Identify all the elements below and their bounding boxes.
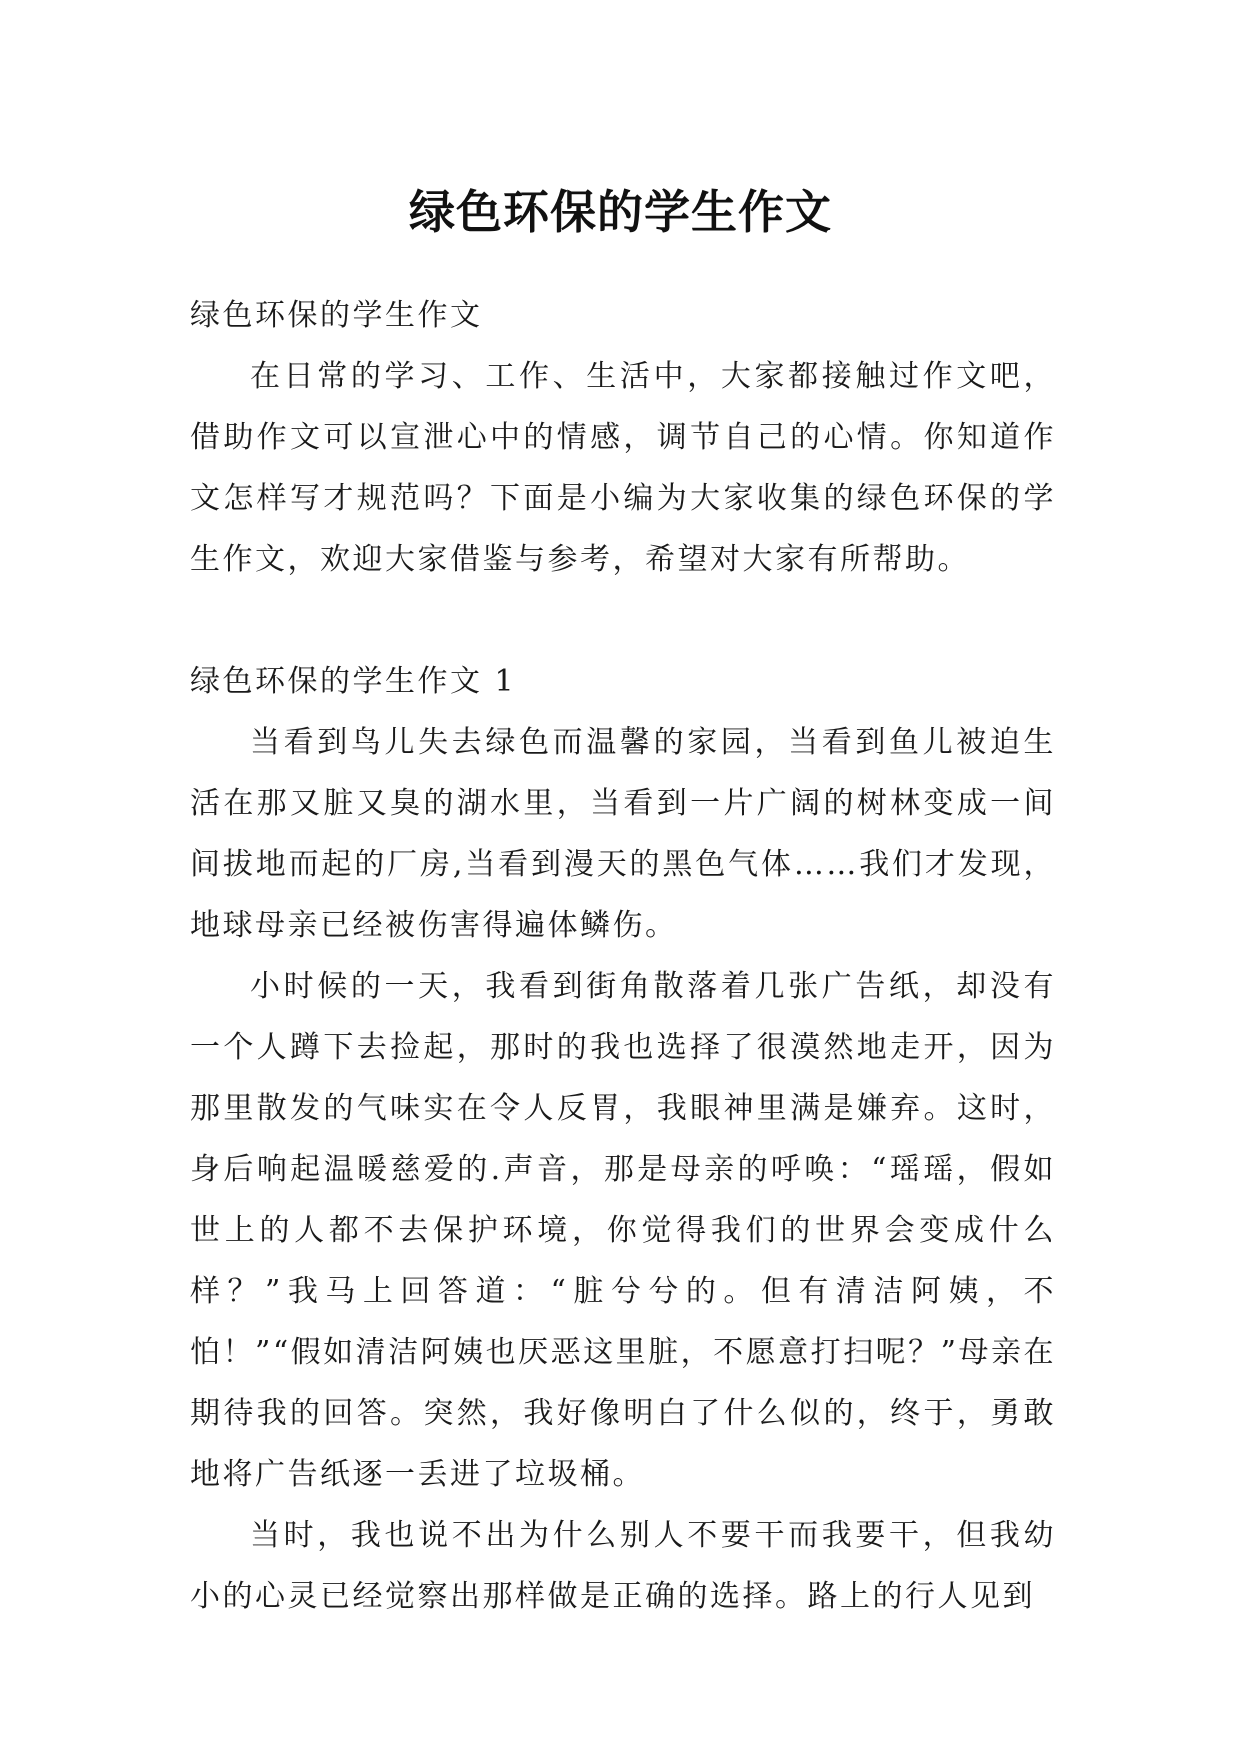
document-subtitle: 绿色环保的学生作文 (190, 298, 483, 333)
body-paragraph-3: 当时，我也说不出为什么别人不要干而我要干，但我幼小的心灵已经觉察出那样做是正确的选择。路上的行人见到 (190, 1518, 1056, 1614)
body-paragraph-2: 小时候的一天，我看到街角散落着几张广告纸，却没有一个人蹲下去捡起，那时的我也选择了很漠然地走开，因为那里散发的气味实在令人反胃，我眼神里满是嫌弃。这时，身后响起温暖慈爱的.声音，那是母亲的呼唤：“瑶瑶，假如世上的人都不去保护环境，你觉得我们的世界会变成什么样？”我马上回答道：“脏兮兮的。但有清洁阿姨，不怕！”“假如清洁阿姨也厌恶这里脏，不愿意打扫呢？”母亲在期待我的回答。突然，我好像明白了什么似的，终于，勇敢地将广告纸逐一丢进了垃圾桶。 (190, 969, 1057, 1492)
body-paragraph-1: 当看到鸟儿失去绿色而温馨的家园，当看到鱼儿被迫生活在那又脏又臭的湖水里，当看到一片广阔的树林变成一间间拔地而起的厂房,当看到漫天的黑色气体……我们才发现，地球母亲已经被伤害得遍体鳞伤。 (190, 725, 1056, 943)
intro-paragraph: 在日常的学习、工作、生活中，大家都接触过作文吧，借助作文可以宣泄心中的情感，调节自己的心情。你知道作文怎样写才规范吗？下面是小编为大家收集的绿色环保的学生作文，欢迎大家借鉴与参考，希望对大家有所帮助。 (190, 359, 1056, 577)
document-title: 绿色环保的学生作文 (409, 184, 832, 239)
paragraph-spacer (190, 590, 1056, 651)
document-body (190, 285, 1056, 1627)
section-heading: 绿色环保的学生作文 1 (190, 664, 517, 699)
